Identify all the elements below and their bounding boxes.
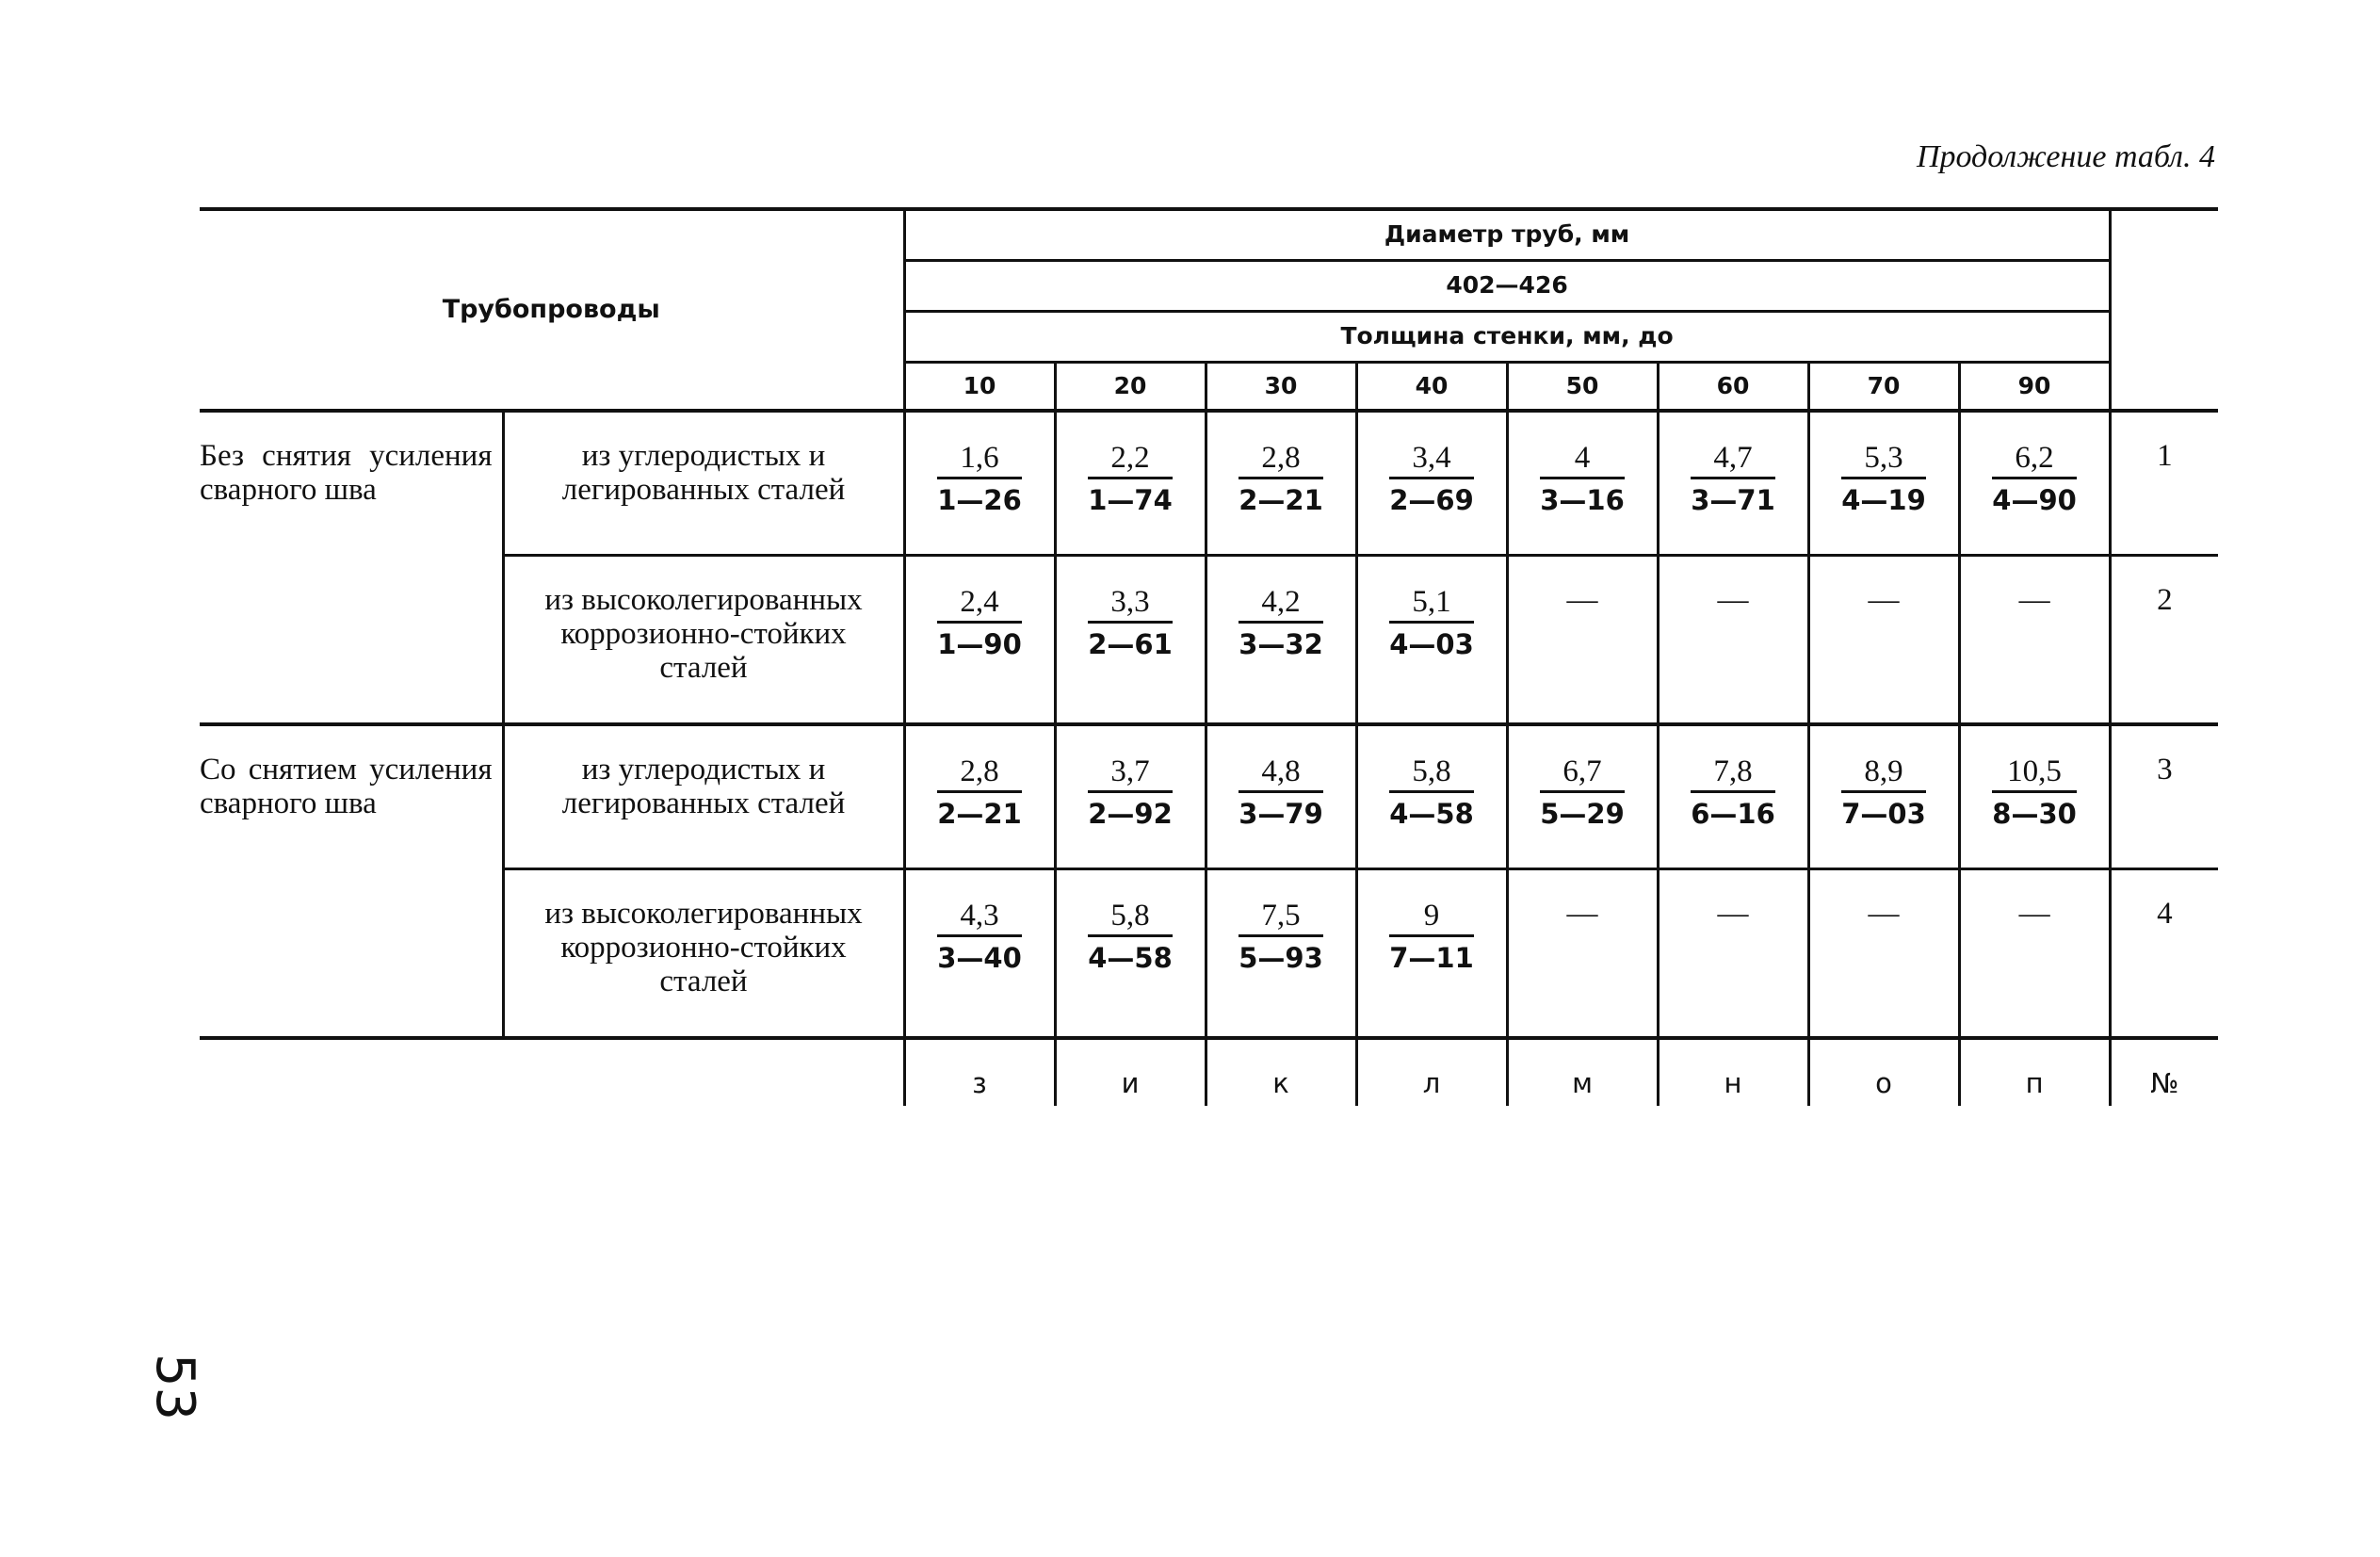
- table-cell: [1356, 724, 1507, 868]
- table-cell: [1658, 411, 1808, 555]
- footer-letter: л: [1356, 1038, 1507, 1106]
- cell-code: 7—03: [1841, 798, 1926, 830]
- table-cell: [1206, 724, 1356, 868]
- column-header: 40: [1356, 362, 1507, 411]
- table-caption: Продолжение табл. 4: [1916, 139, 2215, 174]
- table-cell: [1507, 724, 1658, 868]
- footer-letter: п: [1959, 1038, 2110, 1106]
- cell-code: 8—30: [1992, 798, 2077, 830]
- table-cell: [1658, 724, 1808, 868]
- column-header: 90: [1959, 362, 2110, 411]
- cell-code: 2—21: [937, 798, 1022, 830]
- cell-value: 3,4: [1389, 439, 1474, 479]
- cell-code: 5—29: [1540, 798, 1625, 830]
- footer-row: [200, 1038, 2218, 1106]
- table-cell: [1507, 868, 1658, 1038]
- cell-code: 4—03: [1389, 627, 1474, 660]
- cell-value: 2,2: [1088, 439, 1173, 479]
- column-header: 20: [1055, 362, 1206, 411]
- cell-value: 4: [1540, 439, 1625, 479]
- footer-empty: [200, 1038, 503, 1106]
- footer-empty: [503, 1038, 904, 1106]
- table-cell: [1356, 868, 1507, 1038]
- empty-dash: —: [1566, 582, 1598, 617]
- cell-value: 5,1: [1389, 583, 1474, 624]
- row-number: 4: [2110, 868, 2218, 1038]
- table-row: [200, 411, 2218, 555]
- row-number: 1: [2110, 411, 2218, 555]
- table-cell: [1206, 868, 1356, 1038]
- cell-value: 7,5: [1239, 897, 1323, 937]
- page-number: 53: [144, 1353, 206, 1421]
- cell-value: 4,8: [1239, 753, 1323, 793]
- group-label: Со снятием усиления сварного шва: [200, 724, 503, 1038]
- table-cell: [1959, 868, 2110, 1038]
- diameter-header: Диаметр труб, мм: [904, 209, 2110, 260]
- table-cell: [1808, 555, 1959, 724]
- table-cell: [1507, 411, 1658, 555]
- no-header-empty: [2110, 209, 2218, 411]
- table-cell: [904, 868, 1055, 1038]
- cell-value: 1,6: [937, 439, 1022, 479]
- cell-code: 3—16: [1540, 484, 1625, 516]
- cell-value: 4,3: [937, 897, 1022, 937]
- cell-code: 1—74: [1088, 484, 1173, 516]
- footer-letter: о: [1808, 1038, 1959, 1106]
- cell-value: 3,3: [1088, 583, 1173, 624]
- empty-dash: —: [1717, 582, 1749, 617]
- footer-no-sign: №: [2110, 1038, 2218, 1106]
- table-row: [200, 868, 2218, 1038]
- column-header: 50: [1507, 362, 1658, 411]
- footer-letter: м: [1507, 1038, 1658, 1106]
- row-sublabel: из углеродистых и легированных сталей: [503, 411, 904, 555]
- footer-letter: к: [1206, 1038, 1356, 1106]
- data-table: [200, 207, 2218, 1106]
- table-cell: [1808, 411, 1959, 555]
- cell-code: 3—71: [1691, 484, 1775, 516]
- row-number: 2: [2110, 555, 2218, 724]
- footer-letter: н: [1658, 1038, 1808, 1106]
- empty-dash: —: [1717, 896, 1749, 931]
- table-cell: [1808, 868, 1959, 1038]
- cell-value: 6,7: [1540, 753, 1625, 793]
- cell-value: 4,2: [1239, 583, 1323, 624]
- cell-value: 9: [1389, 897, 1474, 937]
- empty-dash: —: [1868, 896, 1900, 931]
- table-cell: [1055, 555, 1206, 724]
- pipelines-header: Трубопроводы: [200, 209, 904, 411]
- column-header: 30: [1206, 362, 1356, 411]
- cell-code: 1—90: [937, 627, 1022, 660]
- cell-code: 4—19: [1841, 484, 1926, 516]
- cell-code: 4—90: [1992, 484, 2077, 516]
- table-cell: [1658, 555, 1808, 724]
- cell-value: 5,8: [1088, 897, 1173, 937]
- range-header: 402—426: [904, 260, 2110, 311]
- row-sublabel: из высоколегированных коррозионно-стойких сталей: [503, 868, 904, 1038]
- cell-value: 6,2: [1992, 439, 2077, 479]
- empty-dash: —: [2018, 896, 2050, 931]
- cell-value: 2,8: [937, 753, 1022, 793]
- cell-value: 5,3: [1841, 439, 1926, 479]
- cell-code: 7—11: [1389, 941, 1474, 974]
- group-label: Без снятия усиления сварного шва: [200, 411, 503, 724]
- cell-value: 2,4: [937, 583, 1022, 624]
- row-number: 3: [2110, 724, 2218, 868]
- cell-value: 4,7: [1691, 439, 1775, 479]
- cell-code: 2—61: [1088, 627, 1173, 660]
- table-cell: [1055, 724, 1206, 868]
- cell-code: 2—21: [1239, 484, 1323, 516]
- table-cell: [904, 555, 1055, 724]
- cell-value: 7,8: [1691, 753, 1775, 793]
- empty-dash: —: [1566, 896, 1598, 931]
- cell-code: 1—26: [937, 484, 1022, 516]
- footer-letter: з: [904, 1038, 1055, 1106]
- table-cell: [1808, 724, 1959, 868]
- table-cell: [1959, 555, 2110, 724]
- column-header: 10: [904, 362, 1055, 411]
- footer-letter: и: [1055, 1038, 1206, 1106]
- cell-code: 3—32: [1239, 627, 1323, 660]
- cell-value: 10,5: [1992, 753, 2077, 793]
- header-row-diameter: [200, 209, 2218, 260]
- column-header: 70: [1808, 362, 1959, 411]
- table-row: [200, 555, 2218, 724]
- cell-code: 2—69: [1389, 484, 1474, 516]
- column-header: 60: [1658, 362, 1808, 411]
- cell-code: 6—16: [1691, 798, 1775, 830]
- cell-code: 3—79: [1239, 798, 1323, 830]
- cell-code: 5—93: [1239, 941, 1323, 974]
- table-cell: [904, 411, 1055, 555]
- cell-value: 2,8: [1239, 439, 1323, 479]
- row-sublabel: из углеродистых и легированных сталей: [503, 724, 904, 868]
- table-cell: [1206, 555, 1356, 724]
- table-cell: [904, 724, 1055, 868]
- table-cell: [1206, 411, 1356, 555]
- table-cell: [1658, 868, 1808, 1038]
- cell-code: 2—92: [1088, 798, 1173, 830]
- cell-code: 4—58: [1088, 941, 1173, 974]
- table-cell: [1959, 724, 2110, 868]
- cell-value: 3,7: [1088, 753, 1173, 793]
- table-cell: [1507, 555, 1658, 724]
- empty-dash: —: [1868, 582, 1900, 617]
- table-row: [200, 724, 2218, 868]
- cell-code: 3—40: [937, 941, 1022, 974]
- cell-code: 4—58: [1389, 798, 1474, 830]
- empty-dash: —: [2018, 582, 2050, 617]
- table-cell: [1356, 555, 1507, 724]
- table-cell: [1959, 411, 2110, 555]
- row-sublabel: из высоколегированных коррозионно-стойких сталей: [503, 555, 904, 724]
- table-cell: [1055, 411, 1206, 555]
- cell-value: 5,8: [1389, 753, 1474, 793]
- cell-value: 8,9: [1841, 753, 1926, 793]
- table-cell: [1356, 411, 1507, 555]
- thickness-header: Толщина стенки, мм, до: [904, 311, 2110, 362]
- table-cell: [1055, 868, 1206, 1038]
